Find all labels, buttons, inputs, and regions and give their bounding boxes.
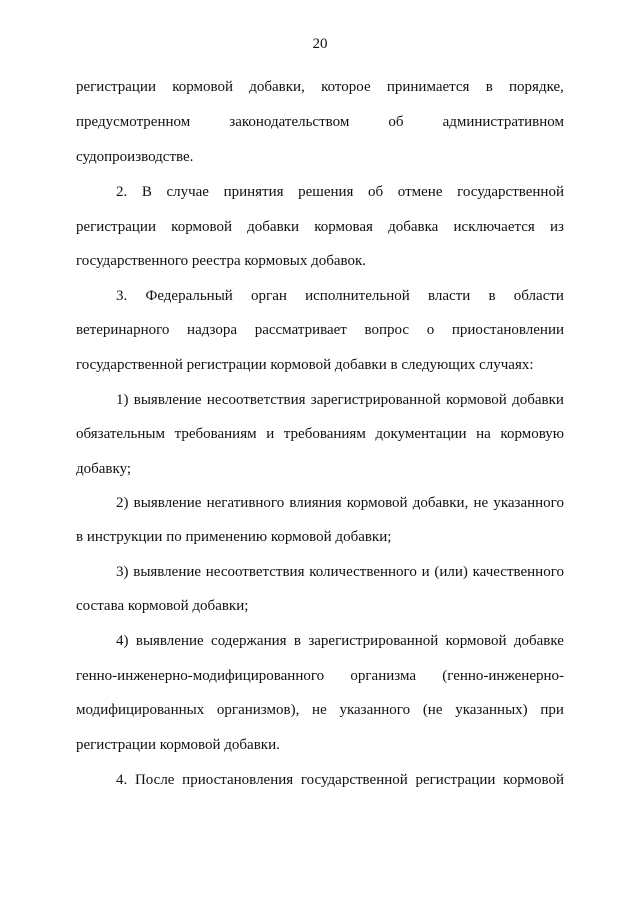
word: выявление — [135, 633, 204, 649]
word: обязательным — [76, 426, 165, 442]
text-line — [116, 494, 564, 512]
word: кормовой — [171, 219, 232, 235]
word: требованиям — [174, 426, 257, 442]
word: генно-инженерно-модифицированного — [76, 668, 325, 684]
text-line: судопроизводстве. — [76, 149, 194, 165]
word: 3) — [116, 564, 129, 580]
word: государственной — [300, 772, 408, 788]
word: 2. — [116, 184, 128, 200]
word: и — [421, 564, 430, 580]
word: добавки — [247, 219, 299, 235]
word: 3. — [116, 288, 128, 304]
word: приостановления — [182, 772, 294, 788]
word: (генно-инженерно- — [442, 668, 564, 684]
text-line: в инструкции по применению кормовой добавки; — [76, 529, 392, 545]
word: 2) — [116, 495, 129, 511]
word: После — [134, 772, 175, 788]
text-line: государственного реестра кормовых добавок. — [76, 253, 367, 269]
word: исключается — [453, 219, 535, 235]
page-number: 20 — [312, 36, 328, 52]
word: регистрации — [76, 79, 156, 95]
text-line: состава кормовой добавки; — [76, 598, 249, 614]
word: организмов), — [216, 702, 300, 718]
word: не — [312, 702, 327, 718]
word: кормовой — [172, 79, 234, 95]
word: добавки, — [412, 495, 469, 511]
word: в — [293, 633, 301, 649]
word: при — [540, 702, 564, 718]
word: надзора — [187, 322, 238, 338]
word: (не — [422, 702, 443, 718]
word: несоответствия — [205, 564, 305, 580]
word: документации — [375, 426, 467, 442]
word: указанного — [339, 702, 411, 718]
word: и — [266, 426, 275, 442]
word: отмене — [397, 184, 443, 200]
text-line — [116, 563, 564, 581]
word: добавки — [512, 392, 564, 408]
text-line — [116, 183, 564, 201]
text-line — [116, 632, 564, 650]
text-line — [76, 218, 564, 236]
word: выявление — [133, 495, 202, 511]
word: об — [368, 184, 384, 200]
word: регистрации — [415, 772, 496, 788]
word: приостановлении — [451, 322, 564, 338]
text-line — [76, 701, 564, 719]
text-line — [76, 78, 564, 96]
word: 1) — [116, 392, 129, 408]
word: добавке — [513, 633, 564, 649]
text-line — [116, 771, 564, 789]
word: о — [426, 322, 435, 338]
word: требованиям — [283, 426, 366, 442]
text-line — [116, 391, 564, 409]
word: исполнительной — [305, 288, 410, 304]
word: ветеринарного — [76, 322, 170, 338]
word: 4) — [116, 633, 129, 649]
word: указанных) — [455, 702, 528, 718]
word: кормовой — [445, 633, 507, 649]
word: на — [476, 426, 491, 442]
word: государственной — [457, 184, 564, 200]
word: решения — [298, 184, 354, 200]
text-line — [76, 425, 564, 443]
word: Федеральный — [145, 288, 233, 304]
word: 4. — [116, 772, 128, 788]
word: случае — [166, 184, 209, 200]
word: добавки, — [249, 79, 305, 95]
word: качественного — [472, 564, 564, 580]
word: предусмотренном — [76, 114, 191, 130]
word: в — [485, 79, 493, 95]
word: принимается — [386, 79, 470, 95]
text-line — [76, 321, 564, 339]
word: зарегистрированной — [310, 392, 441, 408]
word: регистрации — [76, 219, 156, 235]
text-line — [76, 667, 564, 685]
word: порядке, — [509, 79, 564, 95]
word: рассматривает — [254, 322, 347, 338]
word: указанного — [493, 495, 564, 511]
text-line: регистрации кормовой добавки. — [76, 737, 280, 753]
word: (или) — [434, 564, 468, 580]
word: вопрос — [364, 322, 410, 338]
word: несоответствия — [206, 392, 306, 408]
word: орган — [251, 288, 287, 304]
word: кормовой — [446, 392, 507, 408]
word: власти — [427, 288, 471, 304]
word: не — [473, 495, 489, 511]
word: негативного — [206, 495, 285, 511]
word: кормовую — [500, 426, 564, 442]
word: в — [488, 288, 496, 304]
word: кормовой — [346, 495, 408, 511]
word: добавка — [388, 219, 439, 235]
text-line: добавку; — [76, 461, 132, 477]
word: модифицированных — [76, 702, 205, 718]
word: из — [549, 219, 564, 235]
word: области — [513, 288, 564, 304]
word: количественного — [309, 564, 417, 580]
word: административном — [442, 114, 564, 130]
word: об — [388, 114, 404, 130]
word: выявление — [133, 564, 202, 580]
word: влияния — [289, 495, 342, 511]
word: В — [141, 184, 152, 200]
word: организма — [350, 668, 417, 684]
word: принятия — [223, 184, 284, 200]
word: содержания — [211, 633, 287, 649]
word: кормовой — [503, 772, 564, 788]
word: законодательством — [229, 114, 350, 130]
word: выявление — [133, 392, 202, 408]
word: которое — [321, 79, 371, 95]
text-line: государственной регистрации кормовой добавки в следующих случаях: — [76, 357, 534, 373]
word: зарегистрированной — [308, 633, 439, 649]
text-line — [76, 113, 564, 131]
text-line — [116, 287, 564, 305]
word: кормовая — [314, 219, 373, 235]
